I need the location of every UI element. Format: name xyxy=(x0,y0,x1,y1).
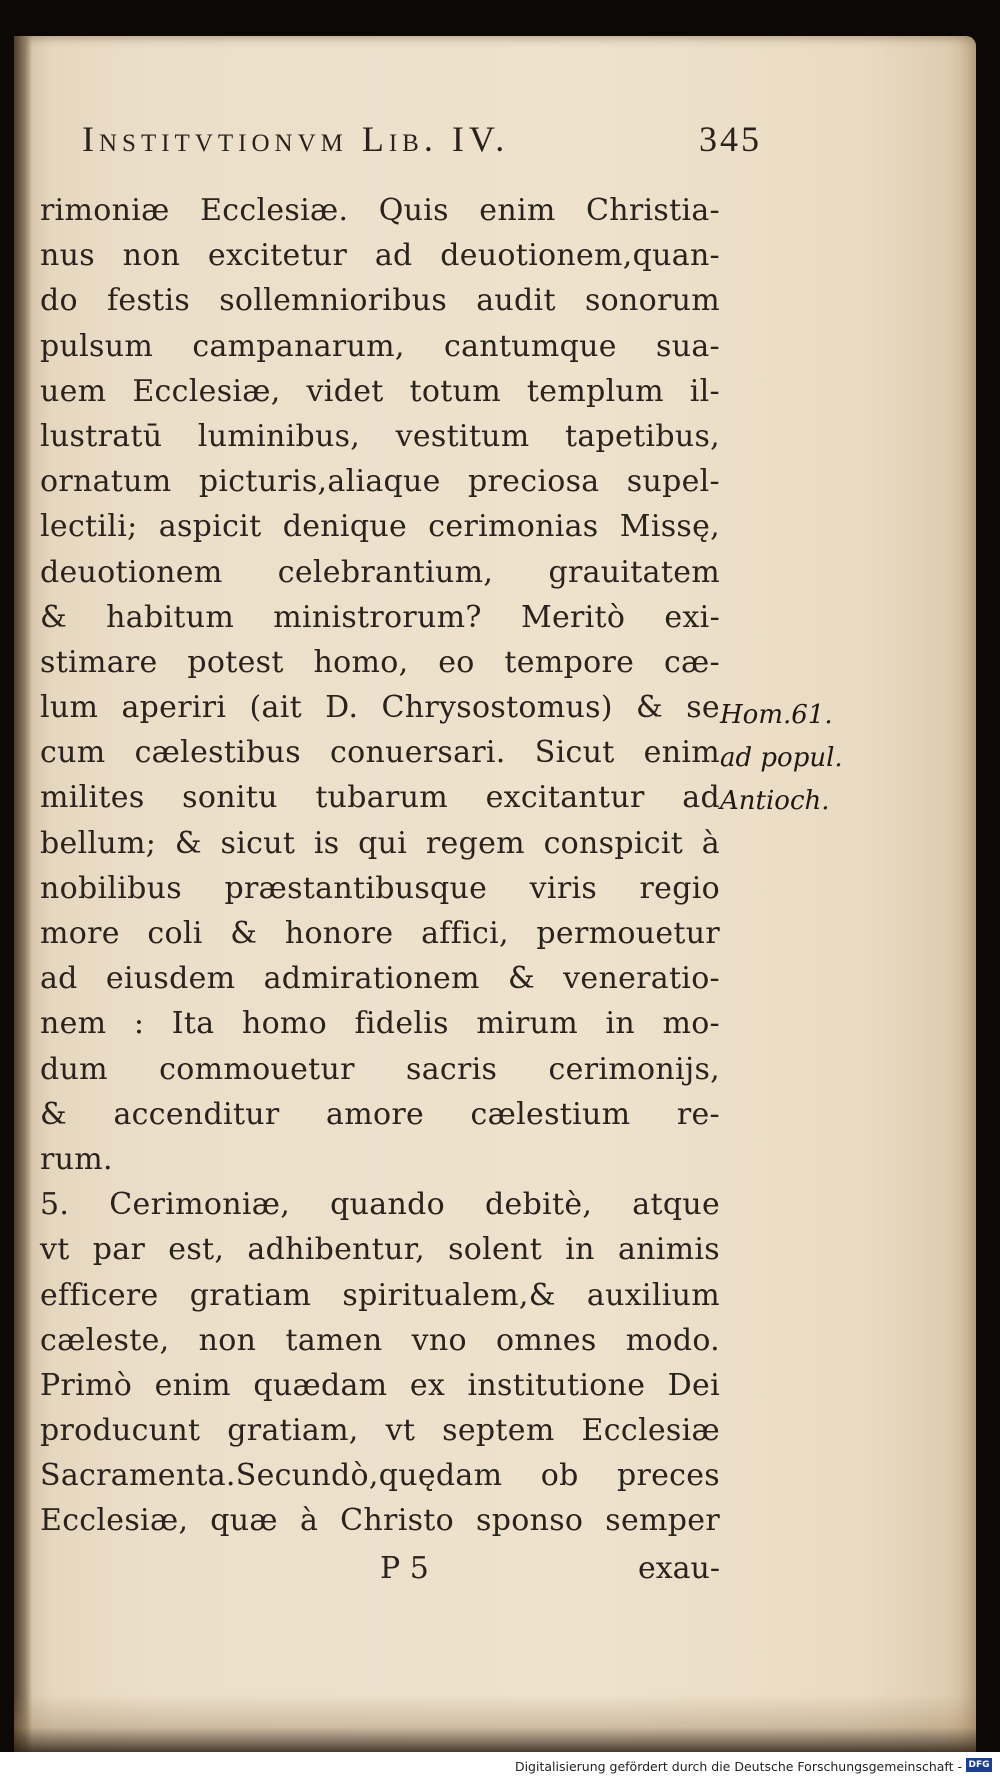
text-line: stimare potest homo, eo tempore cæ- xyxy=(40,644,720,680)
text-block xyxy=(40,118,762,1594)
text-line: nobilibus præstantibusque viris regio xyxy=(40,870,720,906)
text-line: pulsum campanarum, cantumque sua- xyxy=(40,328,720,364)
text-line: lustratū luminibus, vestitum tapetibus, xyxy=(40,418,720,454)
text-line: deuotionem celebrantium, grauitatem xyxy=(40,554,720,590)
margin-note-line: Antioch. xyxy=(720,786,830,816)
margin-note-line: Hom.61. xyxy=(720,700,833,730)
page-bottom-edge xyxy=(14,1694,976,1752)
text-line: cum cælestibus conuersari. Sicut enim xyxy=(40,735,720,771)
dfg-logo-icon: DFG xyxy=(966,1758,992,1772)
book-page xyxy=(14,36,976,1752)
text-line: lectili; aspicit denique cerimonias Missę, xyxy=(40,509,720,545)
text-line: Primò enim quædam ex institutione Dei xyxy=(40,1367,720,1403)
dfg-credit-bar xyxy=(0,1752,1000,1780)
text-line: bellum; & sicut is qui regem conspicit à xyxy=(40,825,720,861)
text-line: ornatum picturis,aliaque preciosa supel- xyxy=(40,464,720,500)
running-head xyxy=(82,118,762,188)
text-line: producunt gratiam, vt septem Ecclesiæ xyxy=(40,1413,720,1449)
text-line: rimoniæ Ecclesiæ. Quis enim Christia- xyxy=(40,193,720,228)
margin-note xyxy=(720,694,870,823)
text-line: cæleste, non tamen vno omnes modo. xyxy=(40,1322,720,1358)
text-line: dum commouetur sacris cerimonijs, xyxy=(40,1051,720,1087)
text-line: ad eiusdem admirationem & veneratio- xyxy=(40,961,720,997)
text-line: & accenditur amore cælestium re- xyxy=(40,1096,720,1132)
text-line: uem Ecclesiæ, videt totum templum il- xyxy=(40,373,720,409)
text-line: 5. Cerimoniæ, quando debitè, atque xyxy=(40,1187,720,1223)
text-line: Ecclesiæ, quæ à Christo sponso semper xyxy=(40,1503,720,1539)
text-line: lum aperiri (ait D. Chrysostomus) & se xyxy=(40,690,720,726)
footer-line xyxy=(40,1544,720,1594)
catchword: exau- xyxy=(637,1550,720,1586)
text-line: rum. xyxy=(40,1141,113,1177)
text-line: efficere gratiam spiritualem,& auxilium xyxy=(40,1277,720,1313)
text-line: nem : Ita homo fidelis mirum in mo- xyxy=(40,1006,720,1042)
running-head-title: Institvtionvm Lib. IV. xyxy=(82,119,510,159)
text-line: Sacramenta.Secundò,quędam ob preces xyxy=(40,1458,720,1494)
text-line: more coli & honore affici, permouetur xyxy=(40,916,720,951)
text-line: & habitum ministrorum? Meritò exi- xyxy=(40,599,720,635)
page-spine-shadow xyxy=(14,36,32,1752)
margin-note-line: ad popul. xyxy=(720,743,843,773)
dfg-credit-text: Digitalisierung gefördert durch die Deutsche Forschungsgemeinschaft - xyxy=(514,1759,962,1774)
text-line: milites sonitu tubarum excitantur ad xyxy=(40,780,720,816)
signature-mark: P 5 xyxy=(380,1550,429,1586)
page-number: 345 xyxy=(699,119,762,159)
text-line: do festis sollemnioribus audit sonorum xyxy=(40,283,720,319)
text-line: vt par est, adhibentur, solent in animis xyxy=(40,1232,720,1268)
body-text xyxy=(40,188,720,1544)
text-line: nus non excitetur ad deuotionem,quan- xyxy=(40,238,720,274)
